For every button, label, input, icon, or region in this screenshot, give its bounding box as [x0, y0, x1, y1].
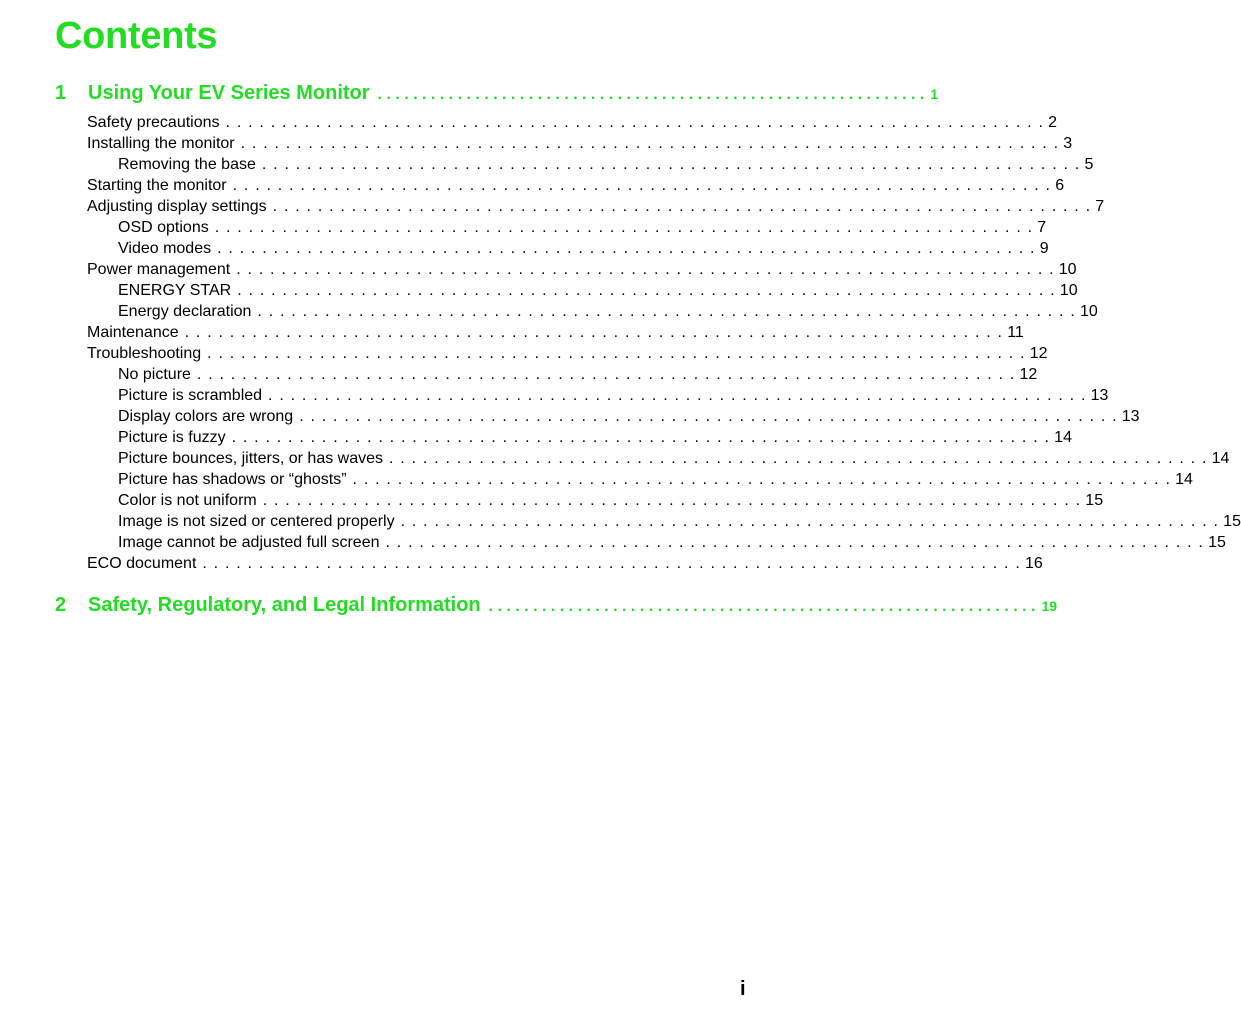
entry-title: Picture bounces, jitters, or has waves	[118, 450, 384, 467]
entry-page: 10	[1058, 261, 1077, 278]
entry-title: OSD options	[118, 219, 209, 236]
entry-page: 12	[1019, 366, 1038, 383]
dot-leader: . . . . . . . . . . . . . . . . . . . . . . . . . . . . . . . . . . . . . . . . . . . . . . . . . . . . . . . . . . . . . . . . . . . . . . . . .	[400, 513, 1220, 530]
entry-title: Safety precautions	[87, 114, 220, 131]
dot-leader: . . . . . . . . . . . . . . . . . . . . . . . . . . . . . . . . . . . . . . . . . . . . . . . . . . . . . . . . . . . . . . . . . . . . . . . . .	[225, 114, 1045, 131]
entry-title: Energy declaration	[118, 303, 252, 320]
toc-entry-color-is-not-uniform[interactable]	[0, 490, 1104, 511]
toc-entry-maintenance[interactable]	[0, 322, 1024, 343]
dot-leader: . . . . . . . . . . . . . . . . . . . . . . . . . . . . . . . . . . . . . . . . . . . . . . . . . . . . . . . . . . . . . . . . . . . . . . . . .	[232, 177, 1052, 194]
chapter-title: Safety, Regulatory, and Legal Information	[88, 594, 481, 616]
toc-entry-video-modes[interactable]	[0, 238, 1049, 259]
dot-leader: . . . . . . . . . . . . . . . . . . . . . . . . . . . . . . . . . . . . . . . . . . . . . . . . . . . . . . . . . . . . . . . . . . . . . . . . .	[389, 450, 1208, 467]
dot-leader: . . . . . . . . . . . . . . . . . . . . . . . . . . . . . . . . . . . . . . . . . . . . . . . . . . . . . . . . . . . . . . . . . . . . . . . . .	[236, 261, 1055, 278]
entry-page: 15	[1085, 492, 1104, 509]
toc-entry-power-management[interactable]	[0, 259, 1077, 280]
entry-page: 16	[1024, 555, 1043, 572]
entry-title: Picture is fuzzy	[118, 429, 226, 446]
entry-page: 5	[1084, 156, 1094, 173]
toc-entry-picture-bounces[interactable]	[0, 448, 1230, 469]
entry-page: 14	[1175, 471, 1193, 488]
entry-title: ECO document	[87, 555, 197, 572]
chapter-page: 1	[930, 86, 939, 102]
toc-entry-no-picture[interactable]	[0, 364, 1038, 385]
entry-title: Image is not sized or centered properly	[118, 513, 395, 530]
dot-leader: . . . . . . . . . . . . . . . . . . . . . . . . . . . . . . . . . . . . . . . . . . . . . . . . . . . . . . . . . . . . . . . . . . . . . . . . .	[214, 219, 1034, 236]
entry-title: Color is not uniform	[118, 492, 257, 509]
entry-page: 15	[1208, 534, 1226, 551]
toc-entry-removing-the-base[interactable]	[0, 154, 1094, 175]
page-title: Contents	[55, 15, 218, 57]
toc-list	[0, 112, 1241, 574]
dot-leader: . . . . . . . . . . . . . . . . . . . . . . . . . . . . . . . . . . . . . . . . . . . . . . . . . . . . . . . . . . . . . .	[488, 598, 1036, 615]
dot-leader: . . . . . . . . . . . . . . . . . . . . . . . . . . . . . . . . . . . . . . . . . . . . . . . . . . . . . . . . . . . . . . . . . . . . . . . . .	[231, 429, 1051, 446]
dot-leader: . . . . . . . . . . . . . . . . . . . . . . . . . . . . . . . . . . . . . . . . . . . . . . . . . . . . . . . . . . . . . . . . . . . . . . . . .	[261, 156, 1081, 173]
toc-entry-picture-is-scrambled[interactable]	[0, 385, 1109, 406]
entry-title: No picture	[118, 366, 191, 383]
dot-leader: . . . . . . . . . . . . . . . . . . . . . . . . . . . . . . . . . . . . . . . . . . . . . . . . . . . . . . . . . . . . . . . . . . . . . . . . .	[385, 534, 1205, 551]
toc-entry-eco-document[interactable]	[0, 553, 1043, 574]
toc-entry-safety-precautions[interactable]	[0, 112, 1058, 133]
toc-entry-osd-options[interactable]	[0, 217, 1047, 238]
dot-leader: . . . . . . . . . . . . . . . . . . . . . . . . . . . . . . . . . . . . . . . . . . . . . . . . . . . . . . . . . . . . . . . . . . . . . . . . .	[352, 471, 1172, 488]
entry-page: 10	[1080, 303, 1098, 320]
toc-entry-adjusting-display-settings[interactable]	[0, 196, 1105, 217]
toc-entry-starting-the-monitor[interactable]	[0, 175, 1065, 196]
entry-title: Installing the monitor	[87, 135, 235, 152]
dot-leader: . . . . . . . . . . . . . . . . . . . . . . . . . . . . . . . . . . . . . . . . . . . . . . . . . . . . . . . . . . . . . .	[377, 86, 925, 103]
dot-leader: . . . . . . . . . . . . . . . . . . . . . . . . . . . . . . . . . . . . . . . . . . . . . . . . . . . . . . . . . . . . . . . . . . . . . . . . .	[240, 135, 1060, 152]
entry-page: 15	[1223, 513, 1241, 530]
dot-leader: . . . . . . . . . . . . . . . . . . . . . . . . . . . . . . . . . . . . . . . . . . . . . . . . . . . . . . . . . . . . . . . . . . . . . . . . .	[184, 324, 1004, 341]
toc-entry-installing-the-monitor[interactable]	[0, 133, 1073, 154]
entry-page: 13	[1090, 387, 1109, 404]
toc-entry-display-colors-are-wrong[interactable]	[0, 406, 1140, 427]
page-number: i	[740, 978, 746, 1000]
entry-title: Image cannot be adjusted full screen	[118, 534, 380, 551]
dot-leader: . . . . . . . . . . . . . . . . . . . . . . . . . . . . . . . . . . . . . . . . . . . . . . . . . . . . . . . . . . . . . . . . . . . . . . . . .	[196, 366, 1016, 383]
entry-title: Picture is scrambled	[118, 387, 263, 404]
toc-entry-image-cannot-be-adjusted[interactable]	[0, 532, 1226, 553]
toc-entry-energy-declaration[interactable]	[0, 301, 1098, 322]
entry-page: 6	[1055, 177, 1065, 194]
chapter-number: 1	[55, 82, 67, 104]
chapter-page: 19	[1041, 598, 1058, 614]
entry-page: 14	[1054, 429, 1072, 446]
entry-page: 11	[1007, 324, 1024, 341]
entry-title: Display colors are wrong	[118, 408, 294, 425]
dot-leader: . . . . . . . . . . . . . . . . . . . . . . . . . . . . . . . . . . . . . . . . . . . . . . . . . . . . . . . . . . . . . . . . . . . . . . . . .	[207, 345, 1026, 362]
entry-title: Removing the base	[118, 156, 256, 173]
entry-title: Picture has shadows or “ghosts”	[118, 471, 347, 488]
entry-page: 12	[1029, 345, 1048, 362]
dot-leader: . . . . . . . . . . . . . . . . . . . . . . . . . . . . . . . . . . . . . . . . . . . . . . . . . . . . . . . . . . . . . . . . . . . . . . . . .	[257, 303, 1076, 320]
entry-page: 2	[1048, 114, 1058, 131]
toc-entry-energy-star[interactable]	[0, 280, 1078, 301]
entry-title: Starting the monitor	[87, 177, 227, 194]
entry-page: 3	[1063, 135, 1073, 152]
toc-chapter-2[interactable]	[55, 594, 1058, 622]
entry-page: 13	[1121, 408, 1140, 425]
dot-leader: . . . . . . . . . . . . . . . . . . . . . . . . . . . . . . . . . . . . . . . . . . . . . . . . . . . . . . . . . . . . . . . . . . . . . . . . .	[299, 408, 1118, 425]
entry-page: 10	[1059, 282, 1078, 299]
entry-page: 7	[1095, 198, 1105, 215]
chapter-number: 2	[55, 594, 67, 616]
entry-title: Power management	[87, 261, 231, 278]
entry-title: Video modes	[118, 240, 212, 257]
chapter-title: Using Your EV Series Monitor	[88, 82, 370, 104]
toc-entry-image-not-sized[interactable]	[0, 511, 1241, 532]
dot-leader: . . . . . . . . . . . . . . . . . . . . . . . . . . . . . . . . . . . . . . . . . . . . . . . . . . . . . . . . . . . . . . . . . . . . . . . . .	[262, 492, 1082, 509]
entry-page: 9	[1039, 240, 1049, 257]
dot-leader: . . . . . . . . . . . . . . . . . . . . . . . . . . . . . . . . . . . . . . . . . . . . . . . . . . . . . . . . . . . . . . . . . . . . . . . . .	[202, 555, 1021, 572]
entry-title: ENERGY STAR	[118, 282, 232, 299]
dot-leader: . . . . . . . . . . . . . . . . . . . . . . . . . . . . . . . . . . . . . . . . . . . . . . . . . . . . . . . . . . . . . . . . . . . . . . . . .	[268, 387, 1087, 404]
toc-entry-troubleshooting[interactable]	[0, 343, 1048, 364]
dot-leader: . . . . . . . . . . . . . . . . . . . . . . . . . . . . . . . . . . . . . . . . . . . . . . . . . . . . . . . . . . . . . . . . . . . . . . . . .	[272, 198, 1092, 215]
entry-title: Adjusting display settings	[87, 198, 267, 215]
toc-entry-picture-has-shadows[interactable]	[0, 469, 1193, 490]
toc-chapter-1[interactable]	[55, 82, 939, 110]
toc-entry-picture-is-fuzzy[interactable]	[0, 427, 1072, 448]
entry-page: 7	[1037, 219, 1047, 236]
entry-page: 14	[1211, 450, 1230, 467]
entry-title: Maintenance	[87, 324, 179, 341]
dot-leader: . . . . . . . . . . . . . . . . . . . . . . . . . . . . . . . . . . . . . . . . . . . . . . . . . . . . . . . . . . . . . . . . . . . . . . . . .	[237, 282, 1056, 299]
entry-title: Troubleshooting	[87, 345, 202, 362]
dot-leader: . . . . . . . . . . . . . . . . . . . . . . . . . . . . . . . . . . . . . . . . . . . . . . . . . . . . . . . . . . . . . . . . . . . . . . . . .	[217, 240, 1036, 257]
